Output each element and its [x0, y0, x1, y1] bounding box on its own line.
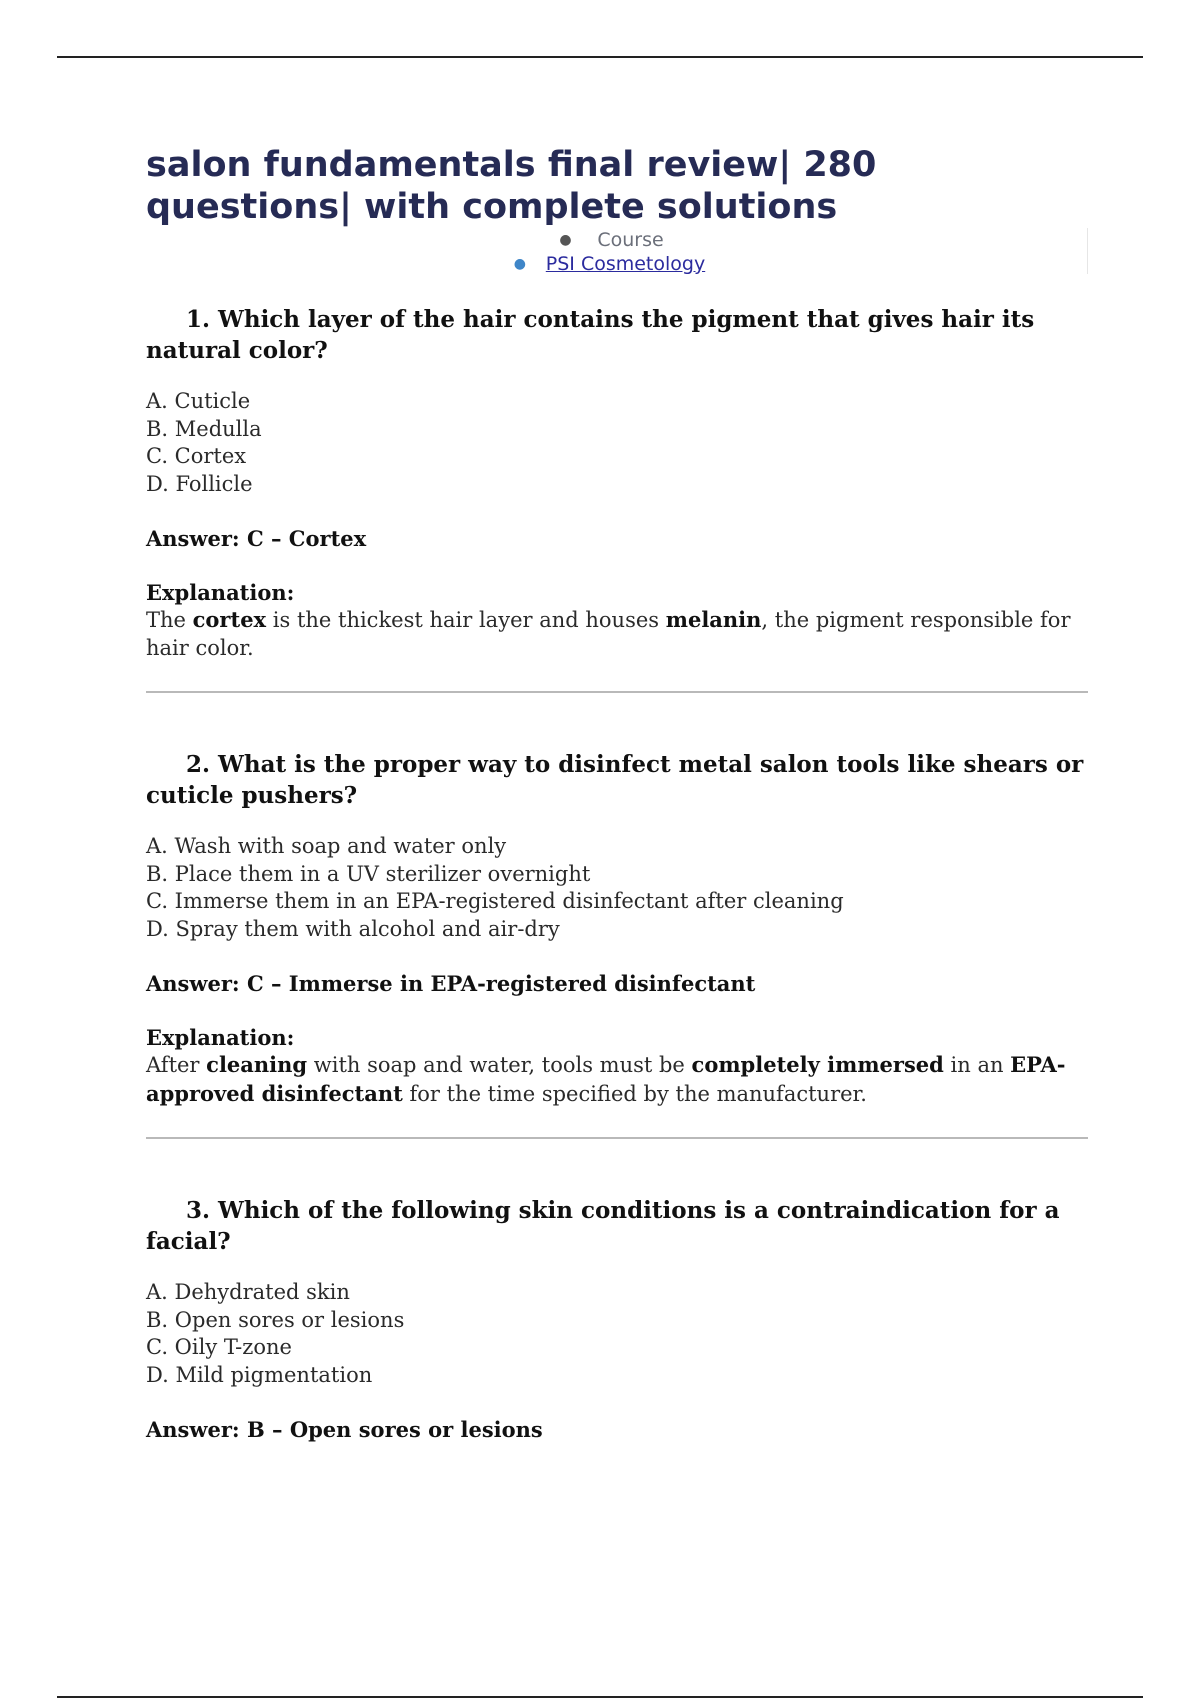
section-divider: [146, 1137, 1088, 1139]
meta-course-label: Course: [597, 229, 664, 251]
option-item: D. Spray them with alcohol and air-dry: [146, 916, 560, 941]
explanation-text: [146, 606, 1088, 662]
meta-course-item: [146, 228, 1087, 252]
option-item: B. Medulla: [146, 416, 262, 441]
section-divider: [146, 691, 1088, 693]
option-item: B. Open sores or lesions: [146, 1307, 405, 1332]
question-text: 3. Which of the following skin conditions is a contraindication for a facial?: [146, 1197, 1060, 1255]
explanation-run: for the time specified by the manufacturer.: [402, 1081, 867, 1106]
question-block-2: [146, 749, 1088, 1108]
document-title: salon fundamentals final review| 280 questions| with complete solutions: [146, 145, 877, 227]
explanation-run: with soap and water, tools must be: [307, 1053, 692, 1077]
option-item: B. Place them in a UV sterilizer overnight: [146, 861, 591, 886]
question-block-1: [146, 304, 1088, 662]
explanation-run: in an: [943, 1053, 1011, 1077]
answer-text: Answer: C – Cortex: [146, 526, 367, 551]
page-top-rule: [57, 56, 1143, 58]
option-item: C. Immerse them in an EPA-registered disinfectant after cleaning: [146, 889, 844, 913]
document-meta-list: [146, 228, 1088, 274]
bullet-icon: ●: [559, 232, 572, 248]
option-item: A. Cuticle: [146, 389, 251, 413]
explanation-run: The: [146, 608, 193, 632]
option-item: C. Oily T-zone: [146, 1335, 292, 1359]
course-link[interactable]: PSI Cosmetology: [545, 253, 706, 275]
page-bottom-rule: [57, 1696, 1143, 1698]
option-item: D. Mild pigmentation: [146, 1362, 373, 1387]
options-list: [146, 833, 1088, 943]
answer-text: Answer: B – Open sores or lesions: [146, 1417, 543, 1442]
question-text: 1. Which layer of the hair contains the pigment that gives hair its natural color?: [146, 306, 1035, 364]
meta-course-link-item[interactable]: [146, 252, 1087, 276]
explanation-emphasis: melanin: [665, 607, 762, 632]
explanation-run: is the thickest hair layer and houses: [266, 608, 666, 632]
option-item: A. Dehydrated skin: [146, 1280, 350, 1304]
explanation-run: , the pigment responsible for hair color.: [146, 608, 1071, 660]
explanation-label: Explanation:: [146, 1025, 295, 1050]
bullet-icon: ●: [513, 256, 526, 272]
explanation-run: After: [146, 1053, 207, 1077]
explanation-emphasis: cleaning: [206, 1052, 308, 1077]
explanation-emphasis: completely immersed: [691, 1052, 944, 1077]
option-item: C. Cortex: [146, 444, 247, 468]
option-item: D. Follicle: [146, 471, 253, 496]
question-text: 2. What is the proper way to disinfect metal salon tools like shears or cuticle pushers?: [146, 751, 1084, 809]
options-list: [146, 388, 1088, 498]
option-item: A. Wash with soap and water only: [146, 834, 507, 858]
question-block-3: [146, 1195, 1088, 1444]
explanation-emphasis: cortex: [192, 607, 267, 632]
document-body: [146, 144, 1088, 1444]
explanation-label: Explanation:: [146, 580, 295, 605]
answer-text: Answer: C – Immerse in EPA-registered disinfectant: [146, 971, 756, 996]
explanation-emphasis: EPA-approved disinfectant: [146, 1052, 1066, 1106]
explanation-text: [146, 1051, 1088, 1108]
options-list: [146, 1279, 1088, 1389]
